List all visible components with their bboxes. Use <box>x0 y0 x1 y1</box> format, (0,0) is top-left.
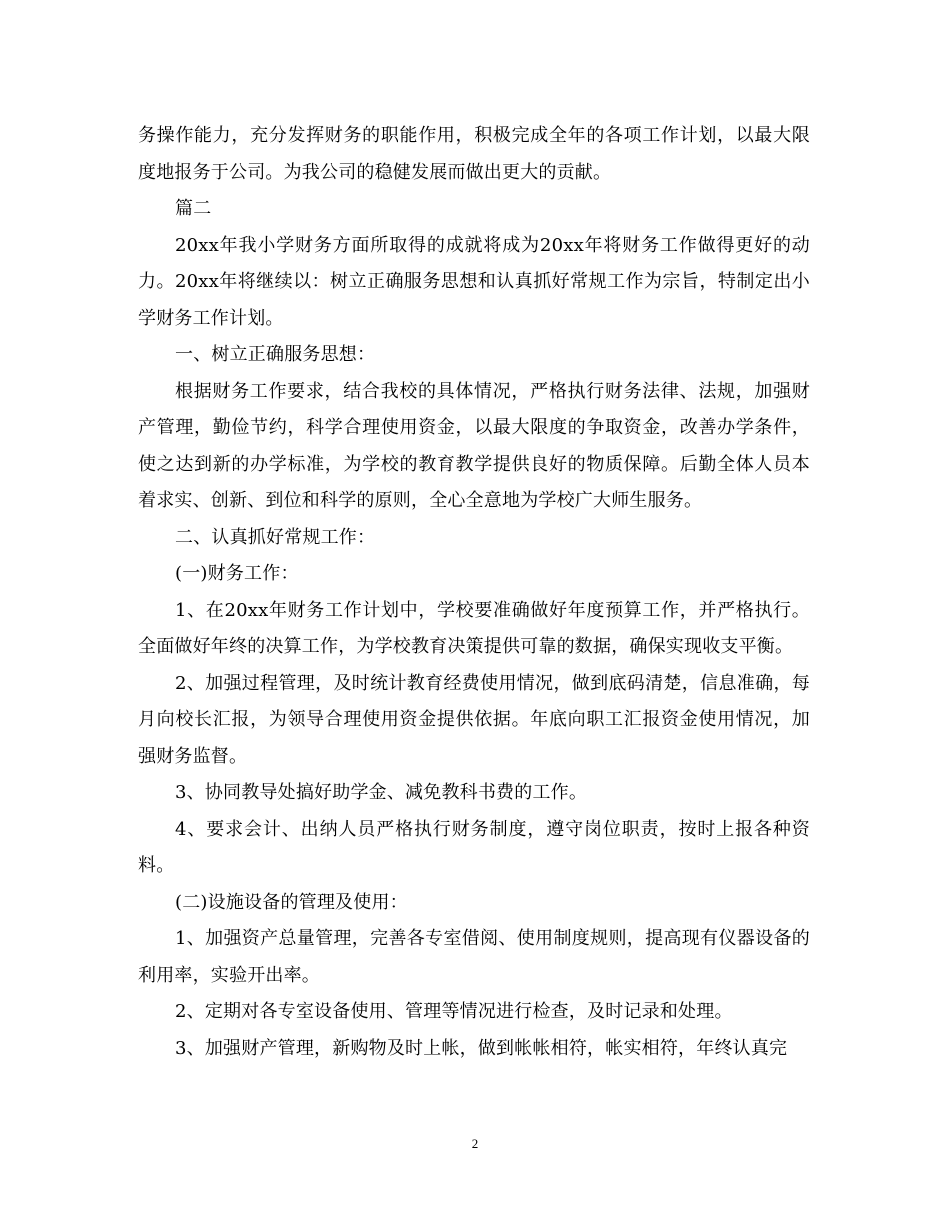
paragraph: 一、树立正确服务思想： <box>175 344 376 365</box>
paragraph: 务操作能力，充分发挥财务的职能作用，积极完成全年的各项工作计划，以最大限度地报务于公司。为我公司的稳健发展而做出更大的贡献。 <box>138 125 810 183</box>
page-number: 2 <box>471 1136 479 1151</box>
paragraph: 根据财务工作要求，结合我校的具体情况，严格执行财务法律、法规，加强财产管理，勤俭节约，科学合理使用资金，以最大限度的争取资金，改善办学条件，使之达到新的办学标准，为学校的教育教学提供良好的物质保障。后勤全体人员本着求实、创新、到位和科学的原则，全心全意地为学校广大师生服务。 <box>138 380 810 511</box>
paragraph: 3、加强财产管理，新购物及时上帐，做到帐帐相符，帐实相符，年终认真完 <box>175 1037 788 1059</box>
paragraph: 篇二 <box>175 198 212 219</box>
paragraph: 3、协同教导处搞好助学金、减免教科书费的工作。 <box>175 782 588 803</box>
paragraph: 20xx年我小学财务方面所取得的成就将成为20xx年将财务工作做得更好的动力。20xx年将继续以：树立正确服务思想和认真抓好常规工作为宗旨，特制定出小学财务工作计划。 <box>138 234 810 329</box>
document-body <box>138 118 810 1067</box>
paragraph: (二)设施设备的管理及使用： <box>175 891 408 913</box>
paragraph: 1、在20xx年财务工作计划中，学校要准确做好年度预算工作，并严格执行。全面做好年终的决算工作，为学校教育决策提供可靠的数据，确保实现收支平衡。 <box>138 599 810 657</box>
paragraph: 1、加强资产总量管理，完善各专室借阅、使用制度规则，提高现有仪器设备的利用率，实验开出率。 <box>138 928 810 986</box>
paragraph: 2、加强过程管理，及时统计教育经费使用情况，做到底码清楚，信息准确，每月向校长汇报，为领导合理使用资金提供依据。年底向职工汇报资金使用情况，加强财务监督。 <box>138 672 810 767</box>
paragraph: 二、认真抓好常规工作： <box>175 526 376 548</box>
paragraph: (一)财务工作： <box>175 563 299 584</box>
paragraph: 2、定期对各专室设备使用、管理等情况进行检查，及时记录和处理。 <box>175 1001 733 1022</box>
paragraph: 4、要求会计、出纳人员严格执行财务制度，遵守岗位职责，按时上报各种资料。 <box>138 818 810 876</box>
